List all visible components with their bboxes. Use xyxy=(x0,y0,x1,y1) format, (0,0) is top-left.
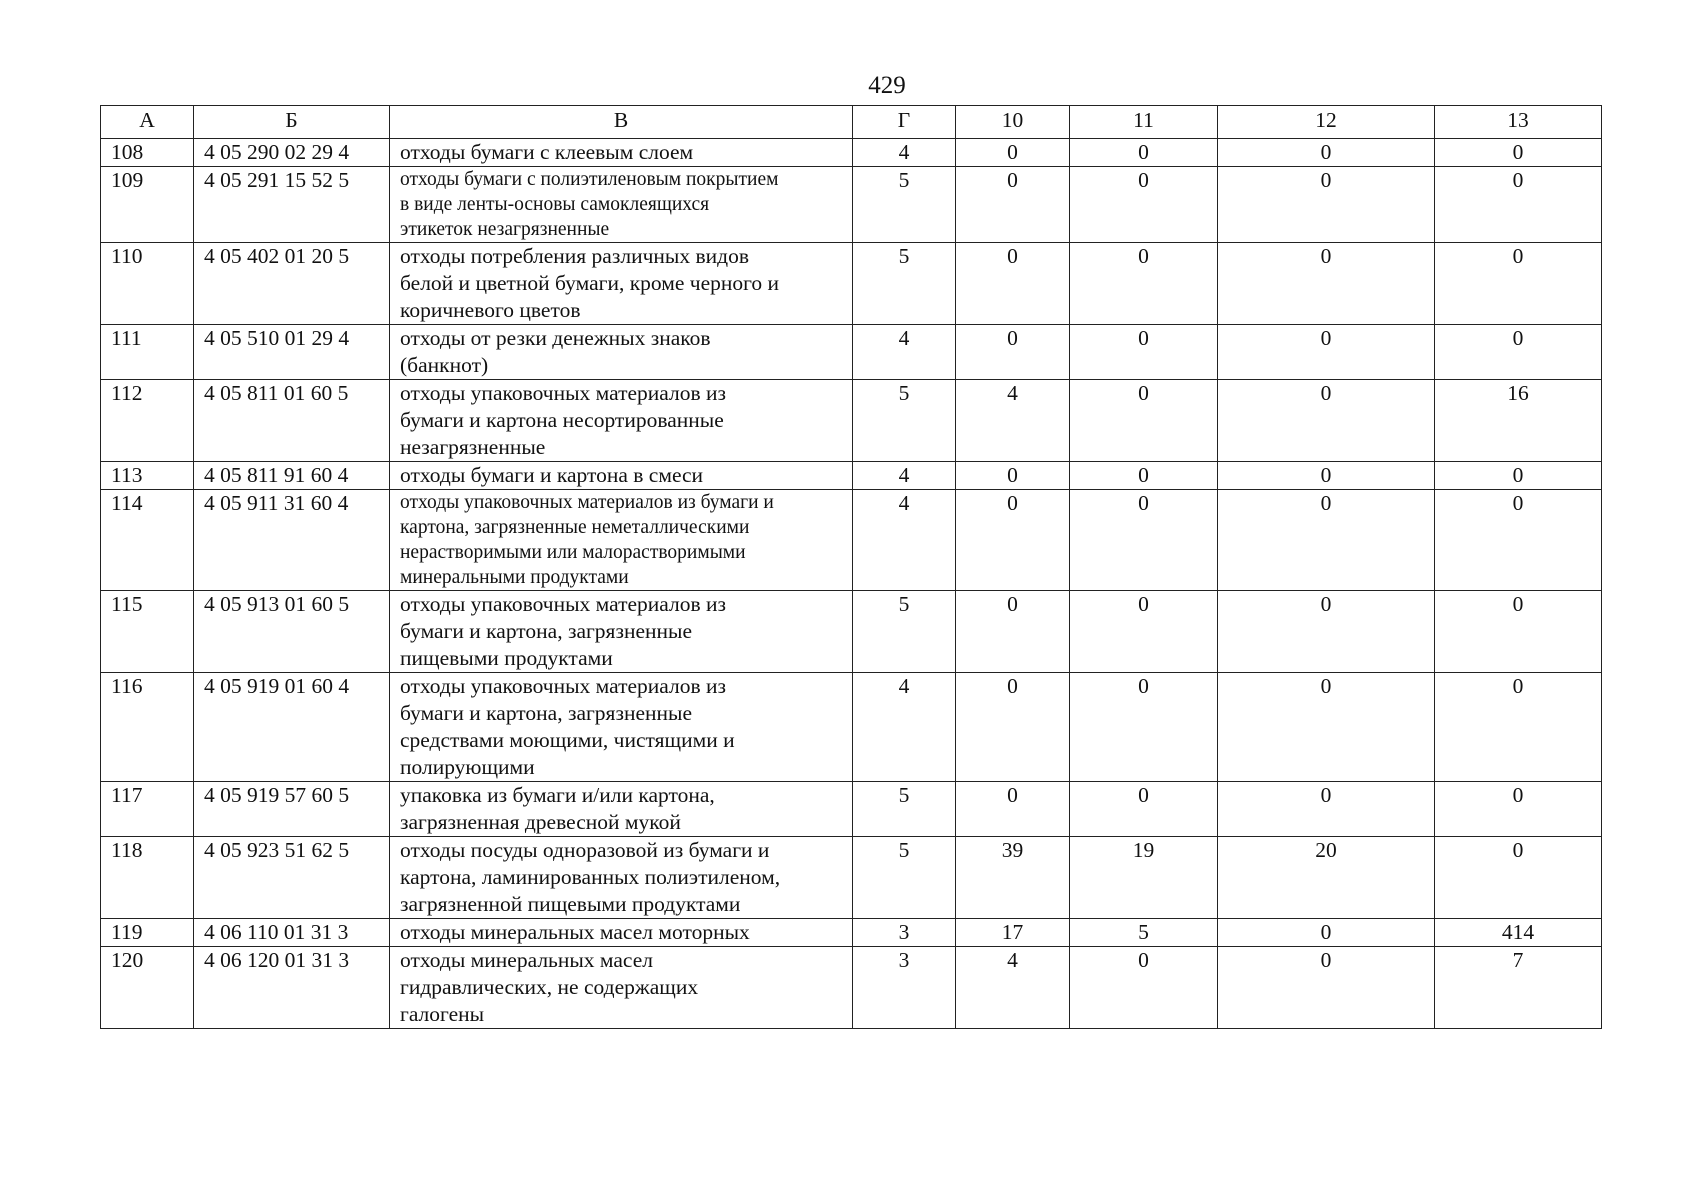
hazard-class: 4 xyxy=(853,462,956,490)
description-line: отходы упаковочных материалов из xyxy=(400,592,727,616)
description-line: отходы упаковочных материалов из xyxy=(400,674,727,698)
value-col-12: 20 xyxy=(1218,837,1435,919)
waste-code: 4 05 923 51 62 5 xyxy=(194,837,390,919)
table-row xyxy=(101,167,1602,243)
description-line: отходы потребления различных видов xyxy=(400,244,749,268)
value-col-11: 0 xyxy=(1070,462,1218,490)
description-line: отходы посуды одноразовой из бумаги и xyxy=(400,838,770,862)
value-col-13: 0 xyxy=(1435,490,1602,591)
row-number: 117 xyxy=(101,782,194,837)
description-line: бумаги и картона, загрязненные xyxy=(400,701,692,725)
value-col-10: 0 xyxy=(956,462,1070,490)
value-col-10: 4 xyxy=(956,947,1070,1029)
value-col-10: 0 xyxy=(956,591,1070,673)
table-row xyxy=(101,243,1602,325)
waste-code: 4 05 911 31 60 4 xyxy=(194,490,390,591)
table-row xyxy=(101,837,1602,919)
description-line: пищевыми продуктами xyxy=(400,646,613,670)
value-col-10: 0 xyxy=(956,139,1070,167)
hazard-class: 4 xyxy=(853,673,956,782)
waste-description xyxy=(390,673,853,782)
value-col-12: 0 xyxy=(1218,462,1435,490)
value-col-10: 0 xyxy=(956,782,1070,837)
description-line: галогены xyxy=(400,1002,485,1026)
hazard-class: 5 xyxy=(853,167,956,243)
description-line: (банкнот) xyxy=(400,353,489,377)
value-col-12: 0 xyxy=(1218,490,1435,591)
waste-code: 4 06 110 01 31 3 xyxy=(194,919,390,947)
value-col-11: 0 xyxy=(1070,243,1218,325)
value-col-13: 0 xyxy=(1435,167,1602,243)
header-cell-c: В xyxy=(390,106,853,139)
value-col-11: 0 xyxy=(1070,782,1218,837)
hazard-class: 4 xyxy=(853,490,956,591)
value-col-12: 0 xyxy=(1218,782,1435,837)
value-col-13: 0 xyxy=(1435,591,1602,673)
row-number: 112 xyxy=(101,380,194,462)
hazard-class: 4 xyxy=(853,325,956,380)
table-row xyxy=(101,380,1602,462)
value-col-13: 16 xyxy=(1435,380,1602,462)
value-col-10: 17 xyxy=(956,919,1070,947)
value-col-13: 0 xyxy=(1435,673,1602,782)
table-row xyxy=(101,490,1602,591)
description-line: отходы бумаги и картона в смеси xyxy=(400,463,704,487)
header-cell-13: 13 xyxy=(1435,106,1602,139)
waste-code: 4 05 913 01 60 5 xyxy=(194,591,390,673)
value-col-10: 4 xyxy=(956,380,1070,462)
value-col-12: 0 xyxy=(1218,919,1435,947)
table-row xyxy=(101,947,1602,1029)
waste-description xyxy=(390,462,853,490)
waste-description xyxy=(390,837,853,919)
value-col-13: 0 xyxy=(1435,243,1602,325)
description-line: отходы минеральных масел xyxy=(400,948,654,972)
description-line: картона, загрязненные неметаллическими xyxy=(400,517,750,538)
table-row xyxy=(101,673,1602,782)
hazard-class: 5 xyxy=(853,243,956,325)
header-cell-a: А xyxy=(101,106,194,139)
hazard-class: 3 xyxy=(853,919,956,947)
value-col-10: 0 xyxy=(956,167,1070,243)
value-col-13: 0 xyxy=(1435,462,1602,490)
row-number: 110 xyxy=(101,243,194,325)
table-row xyxy=(101,462,1602,490)
waste-code: 4 05 919 01 60 4 xyxy=(194,673,390,782)
hazard-class: 4 xyxy=(853,139,956,167)
value-col-12: 0 xyxy=(1218,167,1435,243)
waste-code: 4 05 290 02 29 4 xyxy=(194,139,390,167)
row-number: 108 xyxy=(101,139,194,167)
description-line: гидравлических, не содержащих xyxy=(400,975,699,999)
row-number: 118 xyxy=(101,837,194,919)
description-line: отходы бумаги с клеевым слоем xyxy=(400,140,694,164)
waste-description xyxy=(390,591,853,673)
value-col-10: 0 xyxy=(956,243,1070,325)
description-line: этикеток незагрязненные xyxy=(400,219,610,240)
table-row xyxy=(101,919,1602,947)
description-line: в виде ленты-основы самоклеящихся xyxy=(400,194,710,215)
value-col-10: 0 xyxy=(956,325,1070,380)
row-number: 116 xyxy=(101,673,194,782)
value-col-11: 0 xyxy=(1070,325,1218,380)
description-line: бумаги и картона, загрязненные xyxy=(400,619,692,643)
value-col-12: 0 xyxy=(1218,325,1435,380)
value-col-11: 5 xyxy=(1070,919,1218,947)
hazard-class: 5 xyxy=(853,782,956,837)
waste-code: 4 05 291 15 52 5 xyxy=(194,167,390,243)
waste-code: 4 06 120 01 31 3 xyxy=(194,947,390,1029)
description-line: минеральными продуктами xyxy=(400,567,629,588)
value-col-13: 0 xyxy=(1435,325,1602,380)
value-col-13: 414 xyxy=(1435,919,1602,947)
value-col-12: 0 xyxy=(1218,673,1435,782)
table-row xyxy=(101,325,1602,380)
value-col-13: 0 xyxy=(1435,837,1602,919)
row-number: 109 xyxy=(101,167,194,243)
hazard-class: 5 xyxy=(853,591,956,673)
waste-description xyxy=(390,490,853,591)
description-line: упаковка из бумаги и/или картона, xyxy=(400,783,715,807)
header-cell-12: 12 xyxy=(1218,106,1435,139)
waste-description xyxy=(390,139,853,167)
value-col-12: 0 xyxy=(1218,591,1435,673)
waste-description xyxy=(390,167,853,243)
waste-code: 4 05 510 01 29 4 xyxy=(194,325,390,380)
value-col-11: 0 xyxy=(1070,490,1218,591)
waste-description xyxy=(390,782,853,837)
value-col-11: 0 xyxy=(1070,947,1218,1029)
description-line: белой и цветной бумаги, кроме черного и xyxy=(400,271,780,295)
hazard-class: 5 xyxy=(853,837,956,919)
value-col-12: 0 xyxy=(1218,243,1435,325)
value-col-13: 0 xyxy=(1435,782,1602,837)
row-number: 113 xyxy=(101,462,194,490)
description-line: бумаги и картона несортированные xyxy=(400,408,724,432)
value-col-13: 0 xyxy=(1435,139,1602,167)
header-cell-11: 11 xyxy=(1070,106,1218,139)
header-cell-d: Г xyxy=(853,106,956,139)
value-col-11: 0 xyxy=(1070,591,1218,673)
description-line: отходы бумаги с полиэтиленовым покрытием xyxy=(400,169,779,190)
waste-description xyxy=(390,919,853,947)
table-row xyxy=(101,591,1602,673)
table-header-row xyxy=(101,106,1602,139)
hazard-class: 5 xyxy=(853,380,956,462)
description-line: отходы упаковочных материалов из xyxy=(400,381,727,405)
table-row xyxy=(101,782,1602,837)
row-number: 111 xyxy=(101,325,194,380)
description-line: нерастворимыми или малорастворимыми xyxy=(400,542,746,563)
description-line: коричневого цветов xyxy=(400,298,581,322)
value-col-12: 0 xyxy=(1218,380,1435,462)
waste-description xyxy=(390,380,853,462)
value-col-12: 0 xyxy=(1218,947,1435,1029)
description-line: отходы от резки денежных знаков xyxy=(400,326,711,350)
value-col-10: 0 xyxy=(956,490,1070,591)
waste-code: 4 05 919 57 60 5 xyxy=(194,782,390,837)
row-number: 114 xyxy=(101,490,194,591)
header-cell-10: 10 xyxy=(956,106,1070,139)
value-col-10: 39 xyxy=(956,837,1070,919)
header-cell-b: Б xyxy=(194,106,390,139)
description-line: загрязненной пищевыми продуктами xyxy=(400,892,741,916)
value-col-11: 0 xyxy=(1070,139,1218,167)
table-body xyxy=(101,139,1602,1029)
value-col-11: 19 xyxy=(1070,837,1218,919)
value-col-12: 0 xyxy=(1218,139,1435,167)
value-col-11: 0 xyxy=(1070,380,1218,462)
value-col-11: 0 xyxy=(1070,167,1218,243)
waste-code: 4 05 402 01 20 5 xyxy=(194,243,390,325)
waste-description xyxy=(390,243,853,325)
row-number: 115 xyxy=(101,591,194,673)
waste-description xyxy=(390,947,853,1029)
row-number: 119 xyxy=(101,919,194,947)
page-number: 429 xyxy=(868,72,906,99)
description-line: незагрязненные xyxy=(400,435,546,459)
description-line: отходы минеральных масел моторных xyxy=(400,920,750,944)
value-col-13: 7 xyxy=(1435,947,1602,1029)
description-line: загрязненная древесной мукой xyxy=(400,810,681,834)
description-line: картона, ламинированных полиэтиленом, xyxy=(400,865,781,889)
waste-code: 4 05 811 01 60 5 xyxy=(194,380,390,462)
row-number: 120 xyxy=(101,947,194,1029)
waste-table xyxy=(100,105,1602,1029)
waste-description xyxy=(390,325,853,380)
hazard-class: 3 xyxy=(853,947,956,1029)
value-col-11: 0 xyxy=(1070,673,1218,782)
waste-code: 4 05 811 91 60 4 xyxy=(194,462,390,490)
value-col-10: 0 xyxy=(956,673,1070,782)
description-line: полирующими xyxy=(400,755,535,779)
description-line: отходы упаковочных материалов из бумаги и xyxy=(400,492,774,513)
description-line: средствами моющими, чистящими и xyxy=(400,728,735,752)
table-row xyxy=(101,139,1602,167)
